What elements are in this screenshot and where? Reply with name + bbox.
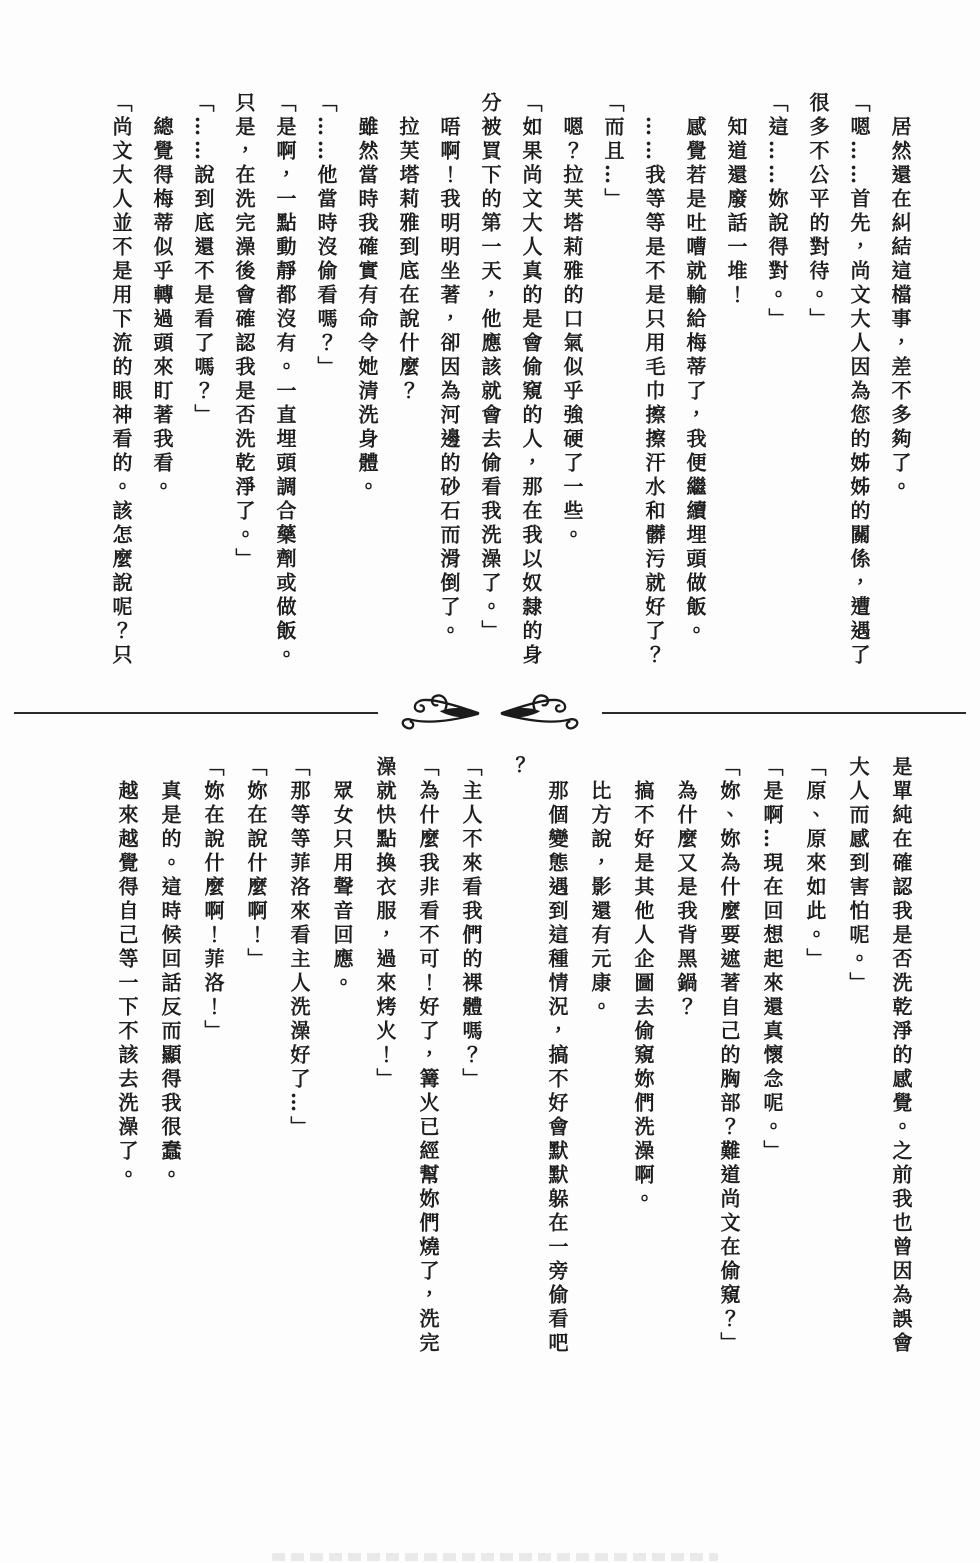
text-line: 「……說到底還不是看了嗎？」 xyxy=(191,92,215,428)
text-line: 澡就快點換衣服，過來烤火！」 xyxy=(373,756,397,1092)
flourish-left-icon xyxy=(382,692,486,734)
text-line: 搞不好是其他人企圖去偷窺妳們洗澡啊。 xyxy=(631,780,655,1212)
text-line: 雖然當時我確實有命令她清洗身體。 xyxy=(355,116,379,500)
text-line: 分被買下的第一天，他應該就會去偷看我洗澡了。」 xyxy=(478,92,502,644)
text-line: 嗯？拉芙塔莉雅的口氣似乎強硬了一些。 xyxy=(560,116,584,548)
text-line: 「妳在說什麼啊！菲洛！」 xyxy=(201,756,225,1044)
text-line: 「主人不來看我們的裸體嗎？」 xyxy=(459,756,483,1092)
divider-rule-left xyxy=(14,712,378,714)
text-line: 總覺得梅蒂似乎轉過頭來盯著我看。 xyxy=(150,116,174,500)
text-line: 大人而感到害怕呢。」 xyxy=(846,756,870,996)
text-line: 拉芙塔莉雅到底在說什麼？ xyxy=(396,116,420,404)
text-line: 那個變態遇到這種情況，搞不好會默默躲在一旁偷看吧 xyxy=(545,780,569,1356)
text-line: 越來越覺得自己等一下不該去洗澡了。 xyxy=(115,780,139,1188)
text-line: 真是的。這時候回話反而顯得我很蠢。 xyxy=(158,780,182,1188)
text-line: 是單純在確認我是否洗乾淨的感覺。之前我也曾因為誤會 xyxy=(889,756,913,1356)
text-line: ？ xyxy=(502,756,526,780)
text-line: 比方說，影還有元康。 xyxy=(588,780,612,1020)
text-line: 「是啊…現在回想起來還真懷念呢。」 xyxy=(760,756,784,1164)
text-line: 「這……妳說得對。」 xyxy=(765,92,789,332)
text-line: 「……他當時沒偷看嗎？」 xyxy=(314,92,338,380)
text-line: 「而且…」 xyxy=(601,92,625,212)
text-line: 居然還在糾結這檔事，差不多夠了。 xyxy=(888,116,912,500)
text-line: 「是啊，一點動靜都沒有。一直埋頭調合藥劑或做飯。 xyxy=(273,92,297,668)
text-line: 「妳在說什麼啊！」 xyxy=(244,756,268,972)
text-line: 「如果尚文大人真的是會偷窺的人，那在我以奴隸的身 xyxy=(519,92,543,668)
bottom-text-section xyxy=(0,756,980,1381)
cut-off-text-strip xyxy=(272,1553,718,1561)
text-line: 「尚文大人並不是用下流的眼神看的。該怎麼說呢？只 xyxy=(109,92,133,668)
text-line: 眾女只用聲音回應。 xyxy=(330,780,354,996)
text-line: 為什麼又是我背黑鍋？ xyxy=(674,780,698,1020)
section-divider xyxy=(14,692,966,734)
text-line: 很多不公平的對待。」 xyxy=(806,92,830,332)
divider-rule-right xyxy=(602,712,966,714)
text-line: 「為什麼我非看不可！好了，篝火已經幫妳們燒了，洗完 xyxy=(416,756,440,1356)
text-line: 只是，在洗完澡後會確認我是否洗乾淨了。」 xyxy=(232,92,256,572)
text-line: 「原、原來如此。」 xyxy=(803,756,827,972)
text-line: 「嗯……首先，尚文大人因為您的姊姊的關係，遭遇了 xyxy=(847,92,871,668)
text-line: 「妳、妳為什麼要遮著自己的胸部？難道尚文在偷窺？」 xyxy=(717,756,741,1356)
top-text-section xyxy=(0,92,980,692)
text-line: 唔啊！我明明坐著，卻因為河邊的砂石而滑倒了。 xyxy=(437,116,461,644)
text-line: ……我等等是不是只用毛巾擦擦汗水和髒污就好了？ xyxy=(642,116,666,668)
text-line: 感覺若是吐嘈就輸給梅蒂了，我便繼續埋頭做飯。 xyxy=(683,116,707,644)
novel-page xyxy=(0,92,980,1563)
flourish-right-icon xyxy=(494,692,598,734)
text-line: 知道還廢話一堆！ xyxy=(724,116,748,308)
text-line: 「那等等菲洛來看主人洗澡好了…」 xyxy=(287,756,311,1140)
